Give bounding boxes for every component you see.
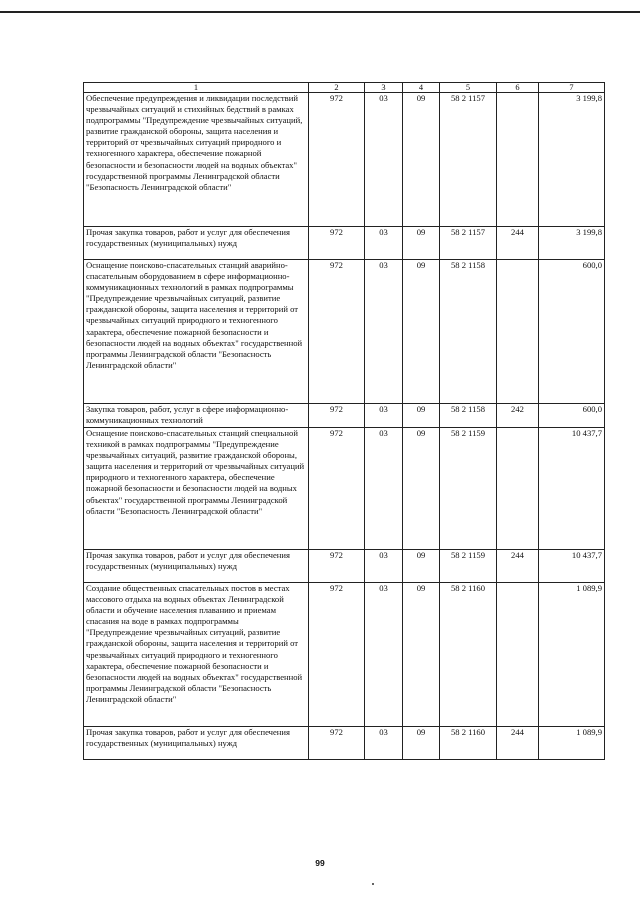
table-row	[84, 93, 605, 227]
expense-type-code	[497, 93, 539, 227]
table-row	[84, 428, 605, 550]
section-code: 03	[365, 404, 403, 428]
section-code: 03	[365, 583, 403, 727]
table-row	[84, 260, 605, 404]
table-header-row	[84, 83, 605, 93]
scan-speck	[372, 883, 374, 885]
row-description: Создание общественных спасательных постов в местах массового отдыха на водных объектах Ленинградской области и обучение населения плаванию и приемам спасания на воде в рамках подпрограммы "Предупреждение чрезвычайных ситуаций, развитие гражданской обороны, защита населения и территорий от чрезвычайных ситуаций природного и техногенного характера, обеспечение пожарной безопасности и безопасности людей на водных объектах" государственной программы Ленинградской области "Безопасность Ленинградской области"	[84, 583, 309, 727]
section-code: 03	[365, 227, 403, 260]
row-description: Прочая закупка товаров, работ и услуг для обеспечения государственных (муниципальных) нужд	[84, 550, 309, 583]
row-description: Оснащение поисково-спасательных станций аварийно-спасательным оборудованием в сфере информационно-коммуникационных технологий в рамках подпрограммы "Предупреждение чрезвычайных ситуаций, развитие гражданской обороны, защита населения и территорий от чрезвычайных ситуаций природного и техногенного характера, обеспечение пожарной безопасности и безопасности людей на водных объектах" государственной программы Ленинградской области "Безопасность Ленинградской области"	[84, 260, 309, 404]
expense-type-code	[497, 260, 539, 404]
subsection-code: 09	[403, 727, 440, 760]
admin-code: 972	[309, 727, 365, 760]
target-article-code: 58 2 1158	[440, 404, 497, 428]
expense-type-code: 242	[497, 404, 539, 428]
table-row	[84, 227, 605, 260]
section-code: 03	[365, 727, 403, 760]
column-header: 7	[539, 83, 605, 93]
subsection-code: 09	[403, 550, 440, 583]
expense-type-code: 244	[497, 727, 539, 760]
target-article-code: 58 2 1158	[440, 260, 497, 404]
target-article-code: 58 2 1160	[440, 583, 497, 727]
section-code: 03	[365, 428, 403, 550]
budget-table	[83, 82, 605, 760]
column-header: 1	[84, 83, 309, 93]
admin-code: 972	[309, 550, 365, 583]
subsection-code: 09	[403, 404, 440, 428]
admin-code: 972	[309, 583, 365, 727]
subsection-code: 09	[403, 428, 440, 550]
admin-code: 972	[309, 260, 365, 404]
table-row	[84, 404, 605, 428]
admin-code: 972	[309, 227, 365, 260]
subsection-code: 09	[403, 227, 440, 260]
row-description: Обеспечение предупреждения и ликвидации последствий чрезвычайных ситуаций и стихийных бедствий в рамках подпрограммы "Предупреждение чрезвычайных ситуаций, развитие гражданской обороны, защита населения и территорий от чрезвычайных ситуаций природного и техногенного характера, обеспечение пожарной безопасности и безопасности людей на водных объектах" государственной программы Ленинградской области "Безопасность Ленинградской области"	[84, 93, 309, 227]
table-row	[84, 583, 605, 727]
row-description: Прочая закупка товаров, работ и услуг для обеспечения государственных (муниципальных) нужд	[84, 227, 309, 260]
amount: 600,0	[539, 404, 605, 428]
target-article-code: 58 2 1157	[440, 227, 497, 260]
amount: 1 089,9	[539, 727, 605, 760]
admin-code: 972	[309, 404, 365, 428]
section-code: 03	[365, 93, 403, 227]
subsection-code: 09	[403, 93, 440, 227]
target-article-code: 58 2 1159	[440, 550, 497, 583]
target-article-code: 58 2 1157	[440, 93, 497, 227]
expense-type-code	[497, 428, 539, 550]
amount: 10 437,7	[539, 550, 605, 583]
expense-type-code: 244	[497, 227, 539, 260]
amount: 600,0	[539, 260, 605, 404]
table-row	[84, 727, 605, 760]
subsection-code: 09	[403, 260, 440, 404]
page-number: 99	[315, 858, 325, 868]
top-rule	[0, 11, 640, 13]
amount: 1 089,9	[539, 583, 605, 727]
amount: 3 199,8	[539, 227, 605, 260]
admin-code: 972	[309, 428, 365, 550]
subsection-code: 09	[403, 583, 440, 727]
column-header: 6	[497, 83, 539, 93]
row-description: Закупка товаров, работ, услуг в сфере информационно-коммуникационных технологий	[84, 404, 309, 428]
amount: 10 437,7	[539, 428, 605, 550]
row-description: Оснащение поисково-спасательных станций специальной техникой в рамках подпрограммы "Предупреждение чрезвычайных ситуаций, развитие гражданской обороны, защита населения и территорий от чрезвычайных ситуаций природного и техногенного характера, обеспечение пожарной безопасности и безопасности людей на водных объектах" государственной программы Ленинградской области "Безопасность Ленинградской области"	[84, 428, 309, 550]
target-article-code: 58 2 1159	[440, 428, 497, 550]
target-article-code: 58 2 1160	[440, 727, 497, 760]
table-row	[84, 550, 605, 583]
expense-type-code	[497, 583, 539, 727]
admin-code: 972	[309, 93, 365, 227]
column-header: 4	[403, 83, 440, 93]
amount: 3 199,8	[539, 93, 605, 227]
column-header: 5	[440, 83, 497, 93]
expense-type-code: 244	[497, 550, 539, 583]
column-header: 2	[309, 83, 365, 93]
row-description: Прочая закупка товаров, работ и услуг для обеспечения государственных (муниципальных) нужд	[84, 727, 309, 760]
column-header: 3	[365, 83, 403, 93]
section-code: 03	[365, 260, 403, 404]
section-code: 03	[365, 550, 403, 583]
